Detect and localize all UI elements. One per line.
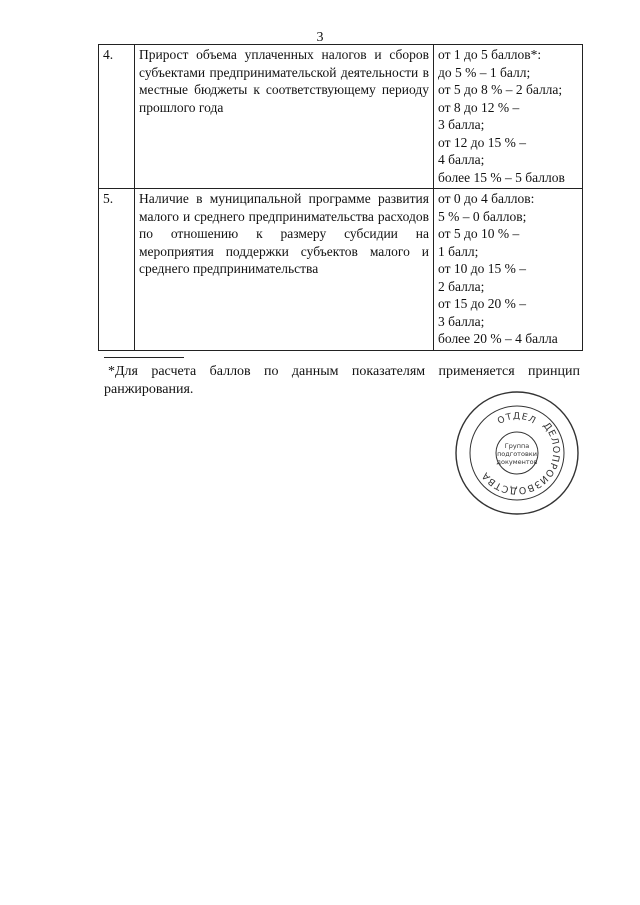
score-line: более 15 % – 5 баллов: [438, 169, 565, 185]
footnote: *Для расчета баллов по данным показателям применяется принцип ранжирования.: [104, 364, 580, 397]
row-number: 4.: [99, 45, 135, 189]
score-line: от 12 до 15 % –: [438, 134, 526, 150]
table-row: [99, 45, 583, 189]
svg-text:документов: документов: [496, 458, 538, 466]
criteria-table: [98, 44, 583, 351]
score-line: от 10 до 15 % –: [438, 261, 526, 276]
row-description: Наличие в муниципальной программе развития малого и среднего предпринимательства расходов по отношению к размеру субсидии на мероприятия поддержки субъектов малого и среднего предпринимательства: [135, 189, 434, 351]
row-scores: [434, 45, 583, 189]
score-line: от 15 до 20 % –: [438, 296, 526, 311]
table-row: [99, 189, 583, 351]
score-line: от 8 до 12 % –: [438, 99, 520, 115]
score-line: 3 балла;: [438, 117, 485, 132]
score-line: от 5 до 8 % – 2 балла;: [438, 82, 563, 97]
score-line: 4 балла;: [438, 152, 485, 167]
score-line: 1 балл;: [438, 243, 479, 259]
score-line: от 5 до 10 % –: [438, 226, 520, 241]
svg-text:подготовки: подготовки: [497, 450, 537, 458]
row-number: 5.: [99, 189, 135, 351]
score-line: 2 балла;: [438, 278, 485, 294]
stamp-seal-icon: [452, 388, 582, 518]
svg-text:ОТДЕЛ: ОТДЕЛ: [496, 411, 538, 427]
score-line: 3 балла;: [438, 313, 485, 329]
footnote-rule: [104, 357, 184, 358]
row-scores: [434, 189, 583, 351]
score-line: от 0 до 4 баллов:: [438, 191, 535, 206]
svg-text:ДЕЛОПРОИЗВОДСТВА: ДЕЛОПРОИЗВОДСТВА: [479, 420, 562, 496]
svg-text:Группа: Группа: [504, 442, 530, 450]
score-line: 5 % – 0 баллов;: [438, 208, 527, 224]
score-line: более 20 % – 4 балла: [438, 331, 558, 346]
score-line: от 1 до 5 баллов*:: [438, 47, 542, 62]
score-line: до 5 % – 1 балл;: [438, 64, 531, 80]
row-description: Прирост объема уплаченных налогов и сборов субъектами предпринимательской деятельности в местные бюджеты к соответствующему периоду прошлого года: [135, 45, 434, 189]
page-number: 3: [316, 30, 324, 45]
